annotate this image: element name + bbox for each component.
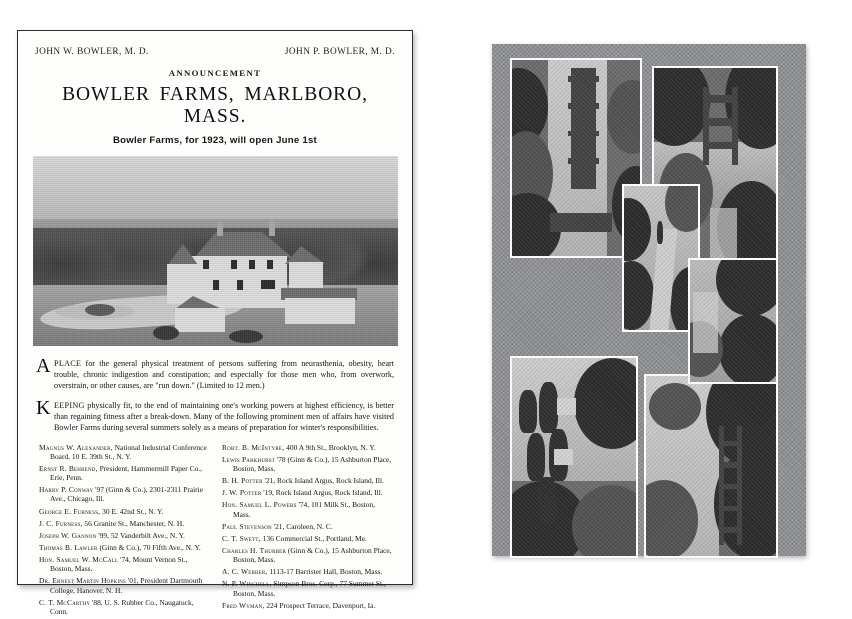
- patron-name: J. W. Potter: [222, 488, 262, 498]
- announcement-label: ANNOUNCEMENT: [168, 68, 262, 78]
- patron-name: Thomas B. Lawler: [39, 542, 98, 552]
- doctor-name-left: JOHN W. BOWLER, M. D.: [35, 47, 149, 57]
- dropcap-k: K: [36, 397, 51, 420]
- patron-name: Harry P. Conway: [39, 485, 94, 495]
- patron-affiliation: '21, Caroleen, N. C.: [271, 521, 333, 531]
- patron-entry: [222, 567, 393, 576]
- page-title: BOWLER FARMS, MARLBORO, MASS.: [62, 84, 368, 127]
- patron-affiliation: 56 Granite St., Manchester, N. H.: [82, 518, 185, 528]
- patron-affiliation: '99, 52 Vanderbilt Ave., N. Y.: [96, 530, 185, 540]
- patron-affiliation: National Industrial Conference Board, 10 E. 39th St., N. Y.: [50, 442, 207, 461]
- patron-affiliation: 224 Prospect Terrace, Davenport, Ia.: [264, 600, 376, 610]
- patron-entry: [222, 500, 393, 518]
- photo-porch: [285, 298, 355, 324]
- doctor-names-row: [35, 47, 395, 57]
- patron-entry: [39, 576, 210, 594]
- patron-entry: [39, 507, 210, 516]
- patron-name: C. T. McCarthy: [39, 597, 91, 607]
- photo-window-d: [267, 260, 273, 269]
- paragraph-k: [36, 397, 394, 433]
- patron-affiliation: '78 (Ginn & Co.), 15 Ashburton Place, Boston, Mass.: [233, 454, 392, 473]
- photo-shrub-a: [153, 326, 179, 340]
- photo-door: [261, 280, 275, 289]
- body-copy: [36, 355, 395, 434]
- patron-name: A. C. Webber,: [222, 567, 268, 577]
- paragraph-k-text: physically fit, to the end of maintaining one's working powers at highest efficiency, is better than regaining fitness after a break-down. Many of the following prominent men of affairs have visited Bowler Farms during several summers solely as a means of preparation for winter's responsibilities.: [54, 401, 394, 433]
- patron-affiliation: Simpson Bros. Corp., 77 Summer St., Boston, Mass.: [233, 579, 386, 598]
- paragraph-a: [36, 355, 395, 391]
- patron-entry: [222, 534, 393, 543]
- patron-entry: [222, 455, 393, 473]
- patron-name: Robt. B. McIntyre,: [222, 442, 285, 452]
- patron-affiliation: '74, 101 Milk St., Boston, Mass.: [233, 500, 376, 519]
- plate-garden-ladder: [644, 374, 778, 558]
- patron-name: George E. Furness,: [39, 506, 101, 516]
- patron-name: Charles H. Thurber: [222, 545, 287, 555]
- photo-window-c: [249, 260, 255, 269]
- patron-affiliation: '74, Mount Vernon St., Boston, Mass.: [50, 555, 188, 574]
- photo-window-e: [213, 280, 219, 290]
- photo-window-f: [237, 280, 243, 290]
- paragraph-k-lead: EEPING: [54, 401, 85, 411]
- patron-entry: [39, 443, 210, 461]
- patron-entry: [222, 522, 393, 531]
- patron-affiliation: '88, U. S. Rubber Co., Naugatuck, Conn.: [50, 597, 194, 616]
- plate-tree-shrubbery: [688, 258, 778, 384]
- patron-entry: [39, 555, 210, 573]
- patron-name: Magnus W. Alexander,: [39, 442, 113, 452]
- patron-entry: [222, 488, 393, 497]
- photo-collage-page: [492, 44, 806, 556]
- patron-affiliation: President, Hammermill Paper Co., Erie, Penn.: [50, 463, 203, 483]
- patron-affiliation: '21, Rock Island Argus, Rock Island, Ill.: [262, 476, 384, 486]
- dropcap-a: A: [36, 355, 51, 377]
- patron-entry: [39, 598, 210, 616]
- patron-name: Lewis Parkhurst: [222, 454, 276, 464]
- photo-shed: [175, 308, 225, 332]
- paragraph-a-lead: PLACE: [54, 359, 82, 368]
- patron-affiliation: 1113-17 Barrister Hall, Boston, Mass.: [267, 567, 383, 577]
- photo-chimney-left: [217, 222, 223, 236]
- patron-name: B. H. Potter: [222, 476, 263, 486]
- patron-affiliation: '01, President Dartmouth College, Hanover, N. H.: [50, 576, 203, 595]
- patron-column-left: [39, 443, 210, 619]
- patron-entry: [222, 476, 393, 485]
- patron-name: Ernst R. Behrend,: [39, 463, 98, 473]
- patron-affiliation: 400 A 9th St., Brooklyn, N. Y.: [284, 442, 376, 452]
- photo-shrub-c: [85, 304, 115, 316]
- plate-group-of-men: [510, 356, 638, 558]
- photo-shrub-b: [229, 330, 263, 343]
- patron-entry: [39, 543, 210, 552]
- opening-date-subhead: Bowler Farms, for 1923, will open June 1st: [112, 135, 318, 146]
- patron-entry: [39, 531, 210, 540]
- patron-affiliation: '97 (Ginn & Co.), 2301-2311 Prairie Ave., Chicago, Ill.: [50, 485, 204, 504]
- farmhouse-photograph: [33, 156, 398, 346]
- patron-name: Dr. Ernest Martin Hopkins: [39, 576, 127, 586]
- patron-entry: [222, 579, 393, 597]
- photo-window-a: [203, 260, 209, 269]
- patron-name: Fred Wyman,: [222, 600, 265, 610]
- patron-entry: [39, 464, 210, 482]
- patron-name: Hon. Samuel L. Powers: [222, 500, 297, 510]
- patron-name-list: [39, 443, 393, 619]
- patron-entry: [222, 601, 393, 610]
- patron-affiliation: '19, Rock Island Argus, Rock Island, Ill.: [261, 488, 383, 498]
- patron-name: Hon. Samuel W. McCall: [39, 555, 119, 565]
- patron-entry: [39, 519, 210, 528]
- patron-entry: [222, 546, 393, 564]
- patron-affiliation: 136 Commercial St., Portland, Me.: [260, 533, 367, 543]
- patron-name: C. T. Swett,: [222, 533, 261, 543]
- patron-name: J. C. Furness,: [39, 518, 83, 528]
- patron-name: N. P. Winchell,: [222, 579, 272, 589]
- patron-affiliation: (Ginn & Co.), 70 Fifth Ave., N. Y.: [97, 542, 201, 552]
- announcement-page: [17, 30, 413, 616]
- patron-name: Joseph W. Gannon: [39, 530, 97, 540]
- doctor-name-right: JOHN P. BOWLER, M. D.: [284, 47, 395, 57]
- patron-affiliation: 30 E. 42nd St., N. Y.: [100, 506, 164, 516]
- paragraph-a-text: for the general physical treatment of persons suffering from neurasthenia, obesity, heart trouble, chronic indigestion and constipation; and especially for those men who, from overwork, overstrain, or other causes, are "run down." (Limited to 12 men.): [54, 359, 395, 391]
- photo-window-b: [231, 260, 237, 269]
- patron-entry: [39, 485, 210, 503]
- patron-affiliation: (Ginn & Co.), 15 Ashburton Place, Boston, Mass.: [233, 545, 392, 565]
- patron-column-right: [222, 443, 393, 619]
- patron-entry: [222, 443, 393, 452]
- patron-name: Paul Stevenson: [222, 521, 272, 531]
- photo-chimney-right: [269, 220, 275, 236]
